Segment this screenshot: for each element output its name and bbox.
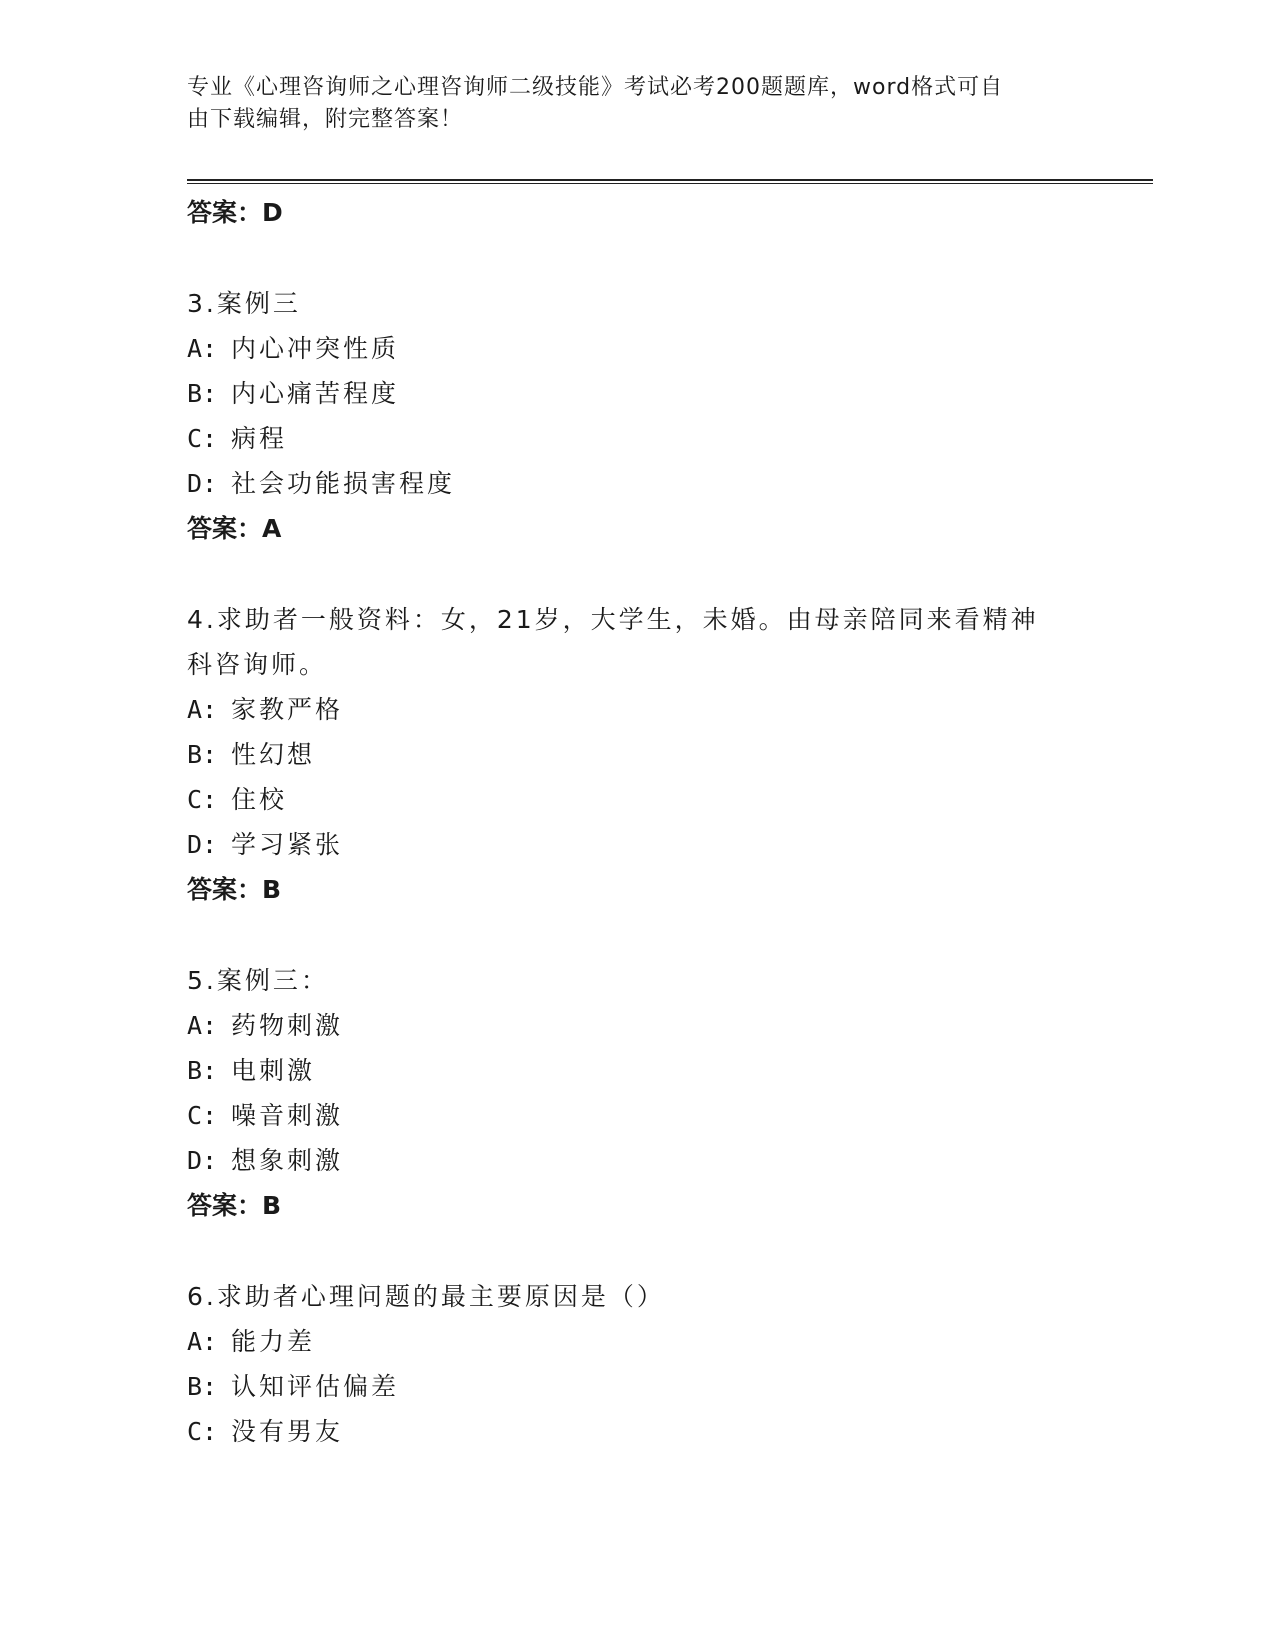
option-letter: B: xyxy=(187,379,218,408)
option-text: 学习紧张 xyxy=(231,830,344,859)
option-d xyxy=(187,461,1087,506)
option-text: 认知评估偏差 xyxy=(231,1372,400,1401)
question-text: 6.求助者心理问题的最主要原因是（） xyxy=(187,1282,665,1311)
option-text: 没有男友 xyxy=(231,1417,344,1446)
option-letter: B: xyxy=(187,1056,218,1085)
answer-value: D xyxy=(262,198,283,227)
answer-label: 答案： xyxy=(187,1191,263,1220)
option-a xyxy=(187,326,1087,371)
answer-label: 答案： xyxy=(187,514,263,543)
header-divider-thin xyxy=(187,183,1153,184)
option-b xyxy=(187,1364,1087,1409)
question-text: 5.案例三： xyxy=(187,966,329,995)
option-a xyxy=(187,1319,1087,1364)
question-text: 3.案例三 xyxy=(187,289,301,318)
option-d xyxy=(187,822,1087,867)
answer-value: B xyxy=(262,875,282,904)
option-text: 性幻想 xyxy=(231,740,316,769)
option-letter: A: xyxy=(187,1011,218,1040)
option-letter: C: xyxy=(187,424,218,453)
question-text-line-1: 4.求助者一般资料：女，21岁，大学生，未婚。由母亲陪同来看精神 xyxy=(187,605,1039,634)
option-b xyxy=(187,371,1087,416)
answer-label: 答案： xyxy=(187,198,263,227)
question-text-line-2: 科咨询师。 xyxy=(187,650,328,679)
option-text: 社会功能损害程度 xyxy=(231,469,456,498)
option-letter: A: xyxy=(187,1327,218,1356)
option-c xyxy=(187,1093,1087,1138)
option-letter: D: xyxy=(187,830,218,859)
option-c xyxy=(187,416,1087,461)
option-letter: D: xyxy=(187,469,218,498)
answer-label: 答案： xyxy=(187,875,263,904)
option-text: 内心冲突性质 xyxy=(231,334,400,363)
question-block-4 xyxy=(187,597,1087,912)
option-b xyxy=(187,732,1087,777)
option-letter: A: xyxy=(187,695,218,724)
answer-line xyxy=(187,190,1087,235)
question-block-5 xyxy=(187,958,1087,1228)
option-a xyxy=(187,1003,1087,1048)
option-text: 能力差 xyxy=(231,1327,316,1356)
header-line-2: 由下载编辑，附完整答案！ xyxy=(187,107,464,132)
header-divider-thick xyxy=(187,179,1153,181)
answer-line xyxy=(187,1183,1087,1228)
option-text: 噪音刺激 xyxy=(231,1101,344,1130)
document-header xyxy=(187,72,1067,136)
answer-value: B xyxy=(262,1191,282,1220)
option-text: 家教严格 xyxy=(231,695,344,724)
option-letter: B: xyxy=(187,1372,218,1401)
option-text: 病程 xyxy=(231,424,288,453)
answer-line xyxy=(187,506,1087,551)
question-block-3 xyxy=(187,281,1087,551)
option-text: 内心痛苦程度 xyxy=(231,379,400,408)
header-line-1: 专业《心理咨询师之心理咨询师二级技能》考试必考200题题库，word格式可自 xyxy=(187,75,1004,100)
answer-value: A xyxy=(262,514,282,543)
option-letter: C: xyxy=(187,1101,218,1130)
question-block-6 xyxy=(187,1274,1087,1454)
option-text: 药物刺激 xyxy=(231,1011,344,1040)
answer-line xyxy=(187,867,1087,912)
option-letter: C: xyxy=(187,1417,218,1446)
option-letter: A: xyxy=(187,334,218,363)
option-a xyxy=(187,687,1087,732)
question-list xyxy=(187,190,1087,1454)
option-text: 住校 xyxy=(231,785,288,814)
option-c xyxy=(187,777,1087,822)
option-letter: C: xyxy=(187,785,218,814)
option-text: 电刺激 xyxy=(231,1056,316,1085)
option-c xyxy=(187,1409,1087,1454)
option-letter: D: xyxy=(187,1146,218,1175)
option-text: 想象刺激 xyxy=(231,1146,344,1175)
option-letter: B: xyxy=(187,740,218,769)
option-b xyxy=(187,1048,1087,1093)
option-d xyxy=(187,1138,1087,1183)
